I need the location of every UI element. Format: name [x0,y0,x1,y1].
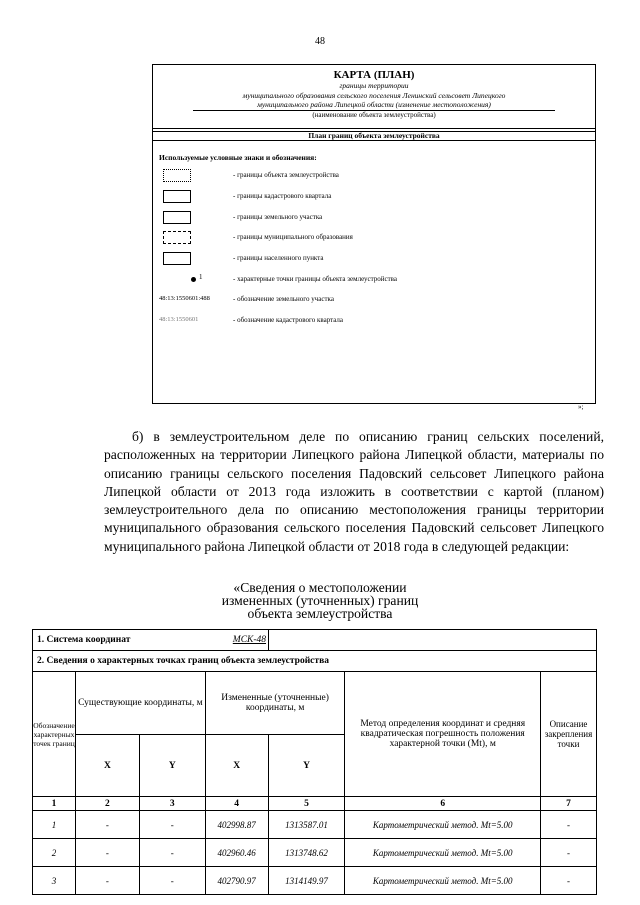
body-paragraph [104,428,604,556]
point-label: 1 [199,273,203,281]
header-changed: Измененные (уточненные) координаты, м [205,672,345,735]
section1-label-text: 1. Система координат [37,635,131,645]
header-y: Y [139,735,205,797]
description: - [540,867,596,895]
column-number: 4 [205,797,268,811]
existing-y: - [139,867,205,895]
column-number: 2 [75,797,139,811]
map-title: КАРТА (ПЛАН) [333,69,415,81]
legend-text: - характерные точки границы объекта землеустройства [233,275,397,283]
header-y: Y [268,735,345,797]
dashed-box-icon [163,231,191,244]
description: - [540,839,596,867]
quote-title [0,581,640,620]
map-subtitle-line: муниципального района Липецкой области (изменение местоположения) [193,100,555,111]
header-x: X [75,735,139,797]
map-end-mark: »; [578,403,584,411]
column-number: 1 [33,797,76,811]
legend-text: - границы кадастрового квартала [233,192,332,200]
map-frame [152,64,596,404]
legend-item [159,190,579,206]
changed-x: 402960.46 [205,839,268,867]
coordinate-system-value: МСК-48 [232,635,267,645]
box-icon [163,252,191,265]
section1-label [33,630,269,651]
legend-text: - обозначение земельного участка [233,295,334,303]
map-subtitle-line: муниципального образования сельского поселения Ленинский сельсовет Липецкого [242,90,506,100]
changed-x: 402790.97 [205,867,268,895]
header-x: X [205,735,268,797]
legend-item [159,252,579,268]
legend-title: Используемые условные знаки и обозначения: [159,153,317,162]
point-number: 1 [33,811,76,839]
legend-item [159,314,579,330]
legend-item [159,169,579,185]
header-point: Обозначение характерных точек границ [33,672,76,797]
point-number: 3 [33,867,76,895]
section2-label: 2. Сведения о характерных точках границ объекта землеустройства [33,651,597,672]
header-description: Описание закрепления точки [540,672,596,797]
quote-title-line: «Сведения о местоположении [233,580,407,595]
changed-x: 402998.87 [205,811,268,839]
method: Картометрический метод. Mt=5.00 [345,839,541,867]
existing-x: - [75,839,139,867]
legend-item [159,293,579,309]
table-row [33,839,597,867]
column-numbers-row [33,797,597,811]
plan-heading: План границ объекта землеустройства [153,131,595,141]
column-number: 5 [268,797,345,811]
description: - [540,811,596,839]
table-row [33,867,597,895]
column-number: 6 [345,797,541,811]
table-row [33,811,597,839]
coordinates-table [32,629,597,895]
page-number: 48 [315,36,325,47]
map-header [153,65,595,129]
existing-x: - [75,867,139,895]
legend-text: - границы объекта землеустройства [233,171,339,179]
table-row [33,651,597,672]
method: Картометрический метод. Mt=5.00 [345,811,541,839]
box-icon [163,190,191,203]
parcel-code: 48:13:1550601:488 [159,295,210,302]
method: Картометрический метод. Mt=5.00 [345,867,541,895]
existing-y: - [139,839,205,867]
point-number: 2 [33,839,76,867]
legend-item [159,211,579,227]
column-number: 7 [540,797,596,811]
legend-text: - обозначение кадастрового квартала [233,316,344,324]
header-method: Метод определения координат и средняя квадратическая погрешность положения характерной точки (Mt), м [345,672,541,797]
paragraph-text: б) в землеустроительном деле по описанию границ сельских поселений, расположенных на территории Липецкого района Липецкой области, материалы по описанию границы сельского поселения Падовский сельсовет Липецкого района Липецкой области от 2013 года изложить в соответствии с картой (планом) землеустроительного дела по описанию местоположения границы территории муниципального образования сельского поселения Падовский сельсовет Липецкого муниципального района Липецкой области от 2018 года в следующей редакции: [104,429,604,554]
legend-item [159,231,579,247]
column-number: 3 [139,797,205,811]
legend-text: - границы населенного пункта [233,254,324,262]
legend-text: - границы земельного участка [233,213,323,221]
quarter-code: 48:13:1550601 [159,316,199,323]
legend-item [159,273,579,289]
quote-title-line: измененных (уточненных) границ [221,593,419,608]
quote-title-line: объекта землеустройства [247,606,393,621]
changed-y: 1313587.01 [268,811,345,839]
point-icon [191,277,196,282]
dotted-box-icon [163,169,191,182]
legend-text: - границы муниципального образования [233,233,353,241]
changed-y: 1313748.62 [268,839,345,867]
table-row [33,630,597,651]
map-caption: (наименование объекта землеустройства) [312,110,436,119]
existing-y: - [139,811,205,839]
map-subtitle-line: границы территории [339,81,409,90]
existing-x: - [75,811,139,839]
changed-y: 1314149.97 [268,867,345,895]
table-cell [268,630,596,651]
box-icon [163,211,191,224]
header-existing: Существующие координаты, м [75,672,205,735]
table-row [33,672,597,735]
